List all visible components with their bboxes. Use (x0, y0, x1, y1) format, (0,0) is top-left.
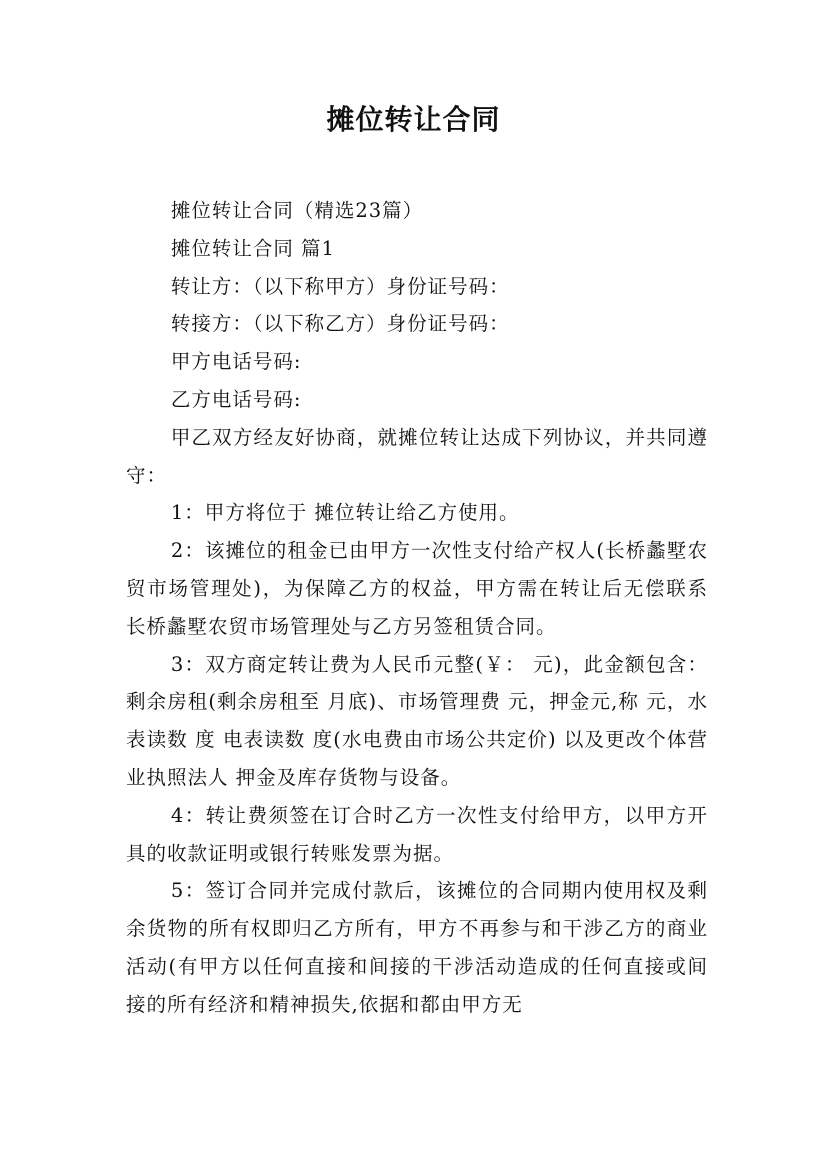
paragraph-clause-2: 2：该摊位的租金已由甲方一次性支付给产权人(长桥蠡墅农贸市场管理处)，为保障乙方的权益，甲方需在转让后无偿联系长桥蠡墅农贸市场管理处与乙方另签租赁合同。 (126, 539, 708, 638)
document-title: 摊位转让合同 (326, 103, 501, 136)
paragraph-clause-1: 1：甲方将位于 摊位转让给乙方使用。 (170, 501, 520, 525)
paragraph-transferee: 转接方：（以下称乙方）身份证号码： (170, 312, 510, 336)
paragraph-clause-5: 5：签订合同并完成付款后，该摊位的合同期内使用权及剩余货物的所有权即归乙方所有，甲方不再参与和干涉乙方的商业活动(有甲方以任何直接和间接的干涉活动造成的任何直接或间接的所有经济和精神损失,依据和都由甲方无 (126, 879, 708, 1016)
paragraph-subtitle: 摊位转让合同（精选23篇） (170, 199, 424, 222)
paragraph-clause-4: 4：转让费须签在订合时乙方一次性支付给甲方，以甲方开具的收款证明或银行转账发票为据。 (126, 803, 708, 865)
paragraph-clause-3: 3：双方商定转让费为人民币元整(￥： 元)，此金额包含：剩余房租(剩余房租至 月底)、市场管理费 元，押金元,称 元，水表读数 度 电表读数 度(水电费由市场公共定价) 以及更改个体营业执照法人 押金及库存货物与设备。 (126, 652, 708, 789)
paragraph-agreement-intro: 甲乙双方经友好协商，就摊位转让达成下列协议，并共同遵守： (126, 425, 708, 487)
paragraph-transferor: 转让方：（以下称甲方）身份证号码： (170, 274, 510, 298)
paragraph-section-heading: 摊位转让合同 篇1 (170, 236, 335, 260)
paragraph-party-a-phone: 甲方电话号码: (170, 350, 302, 374)
document-body (126, 192, 708, 1024)
paragraph-party-b-phone: 乙方电话号码: (170, 387, 302, 411)
